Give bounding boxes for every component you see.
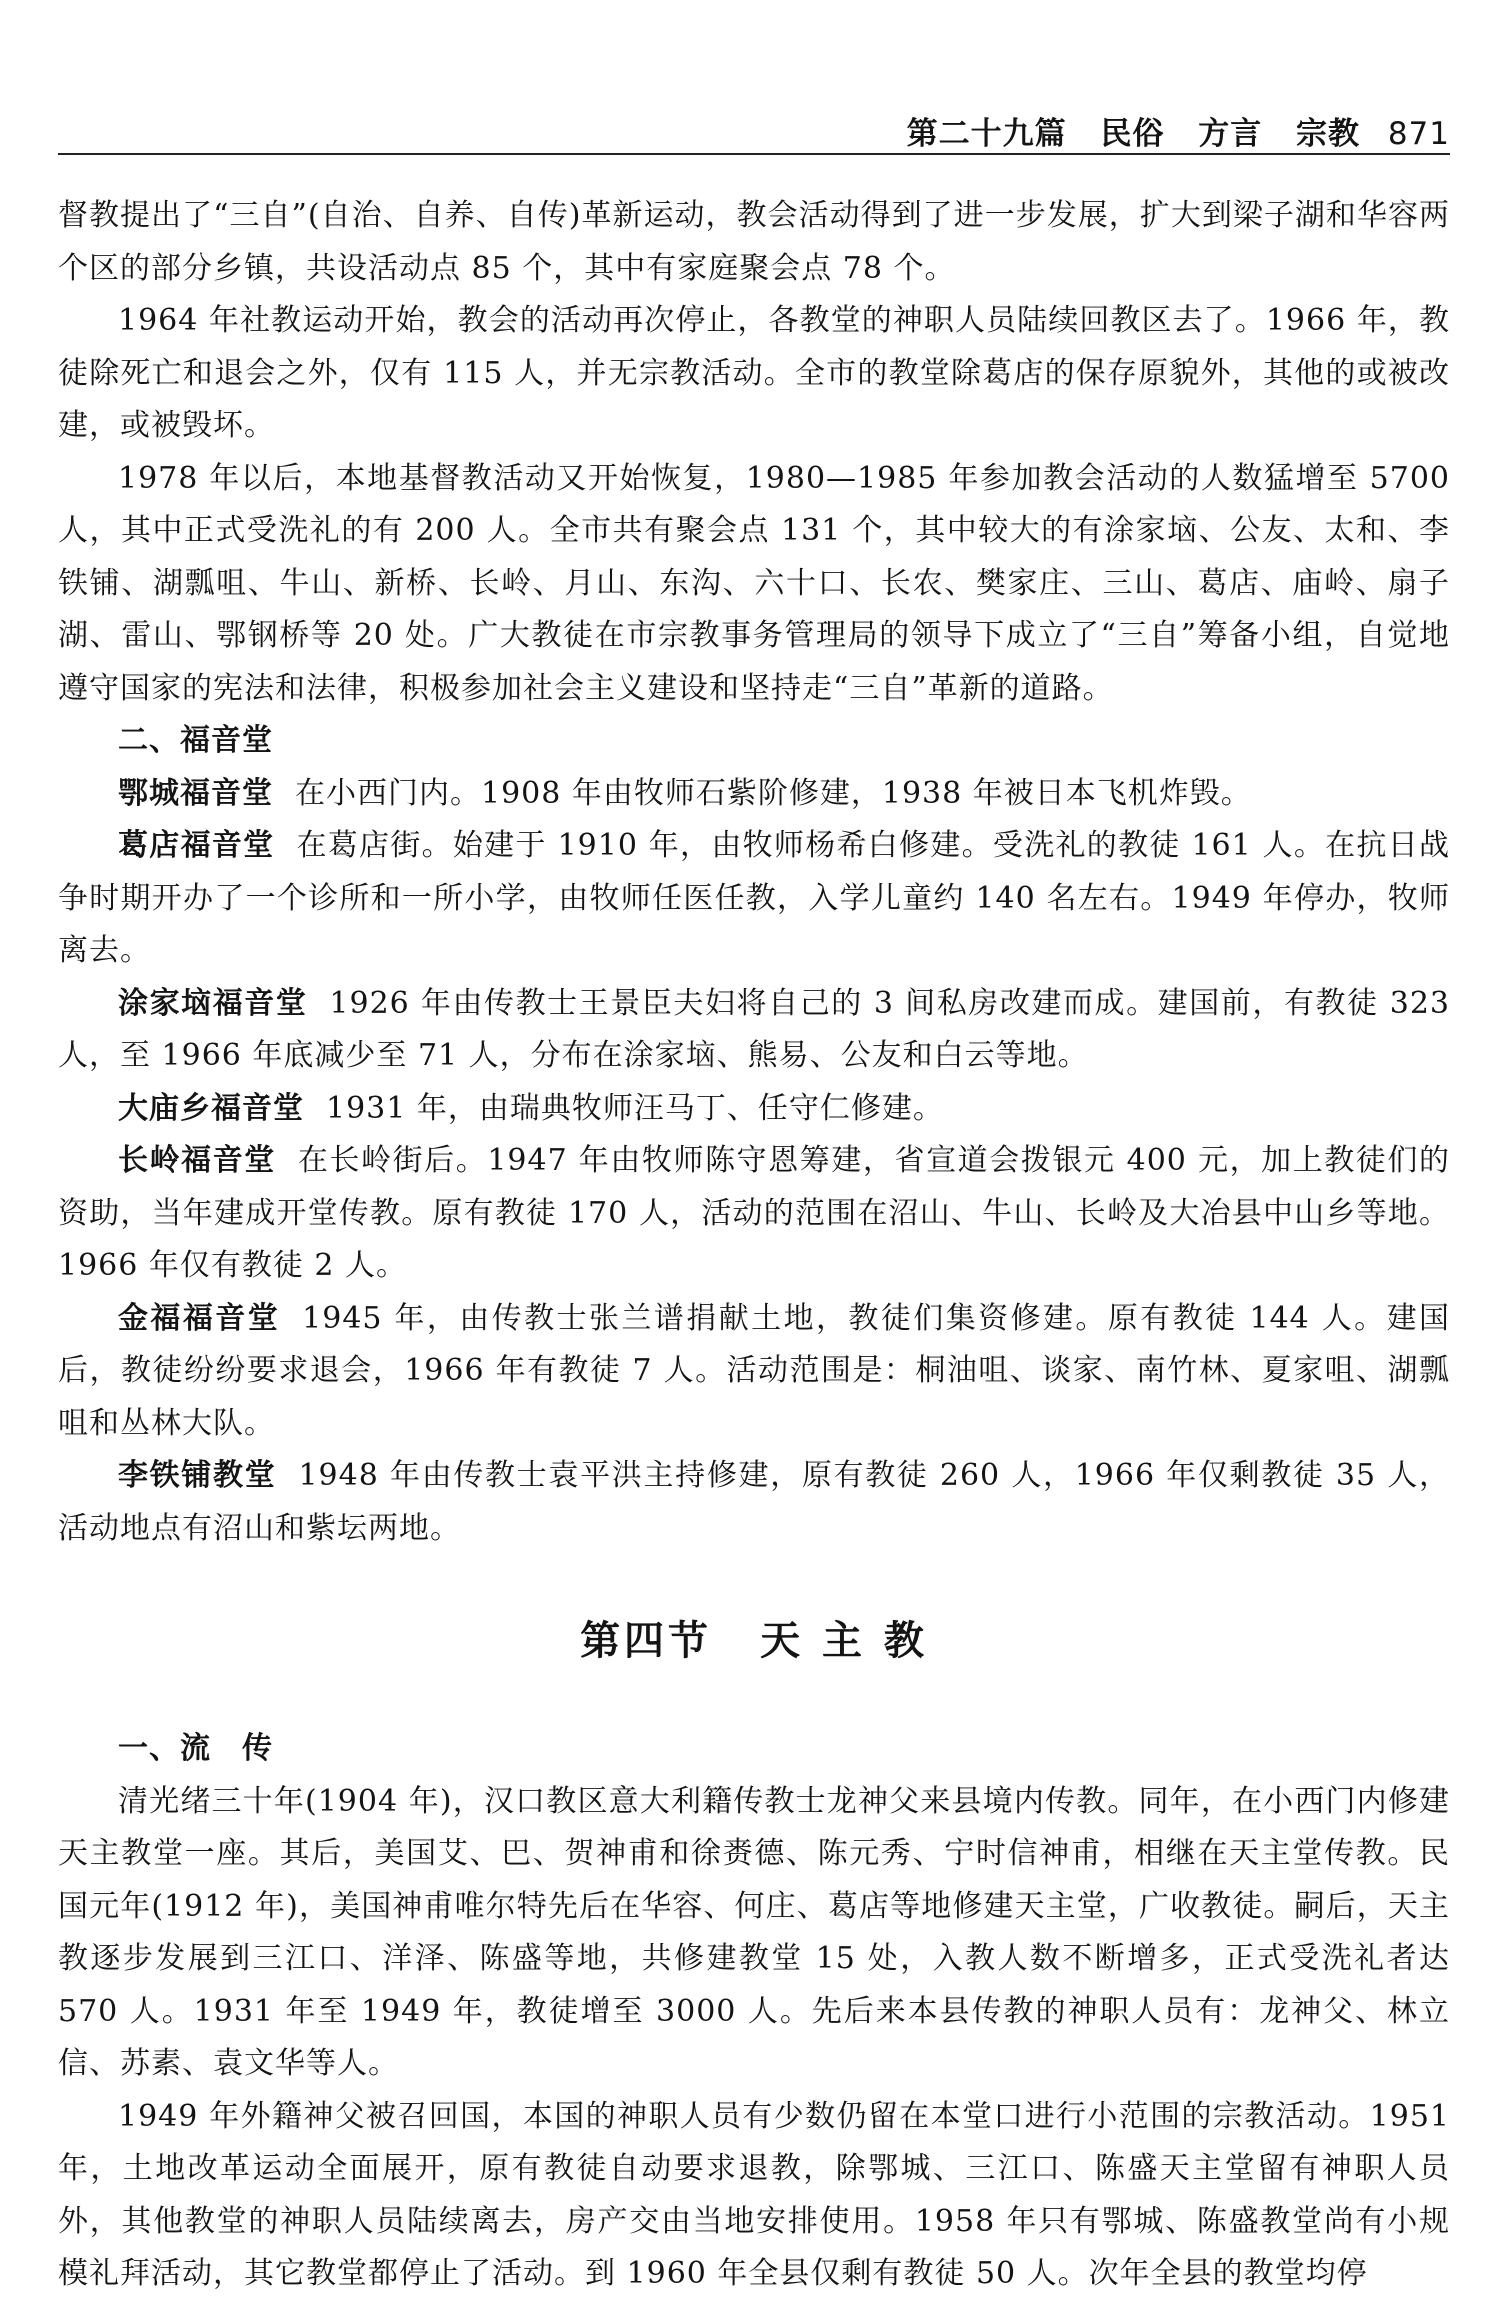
paragraph: 清光绪三十年(1904 年)，汉口教区意大利籍传教士龙神父来县境内传教。同年，在小西门内修建天主教堂一座。其后，美国艾、巴、贺神甫和徐赉德、陈元秀、宁时信神甫，相继在天主堂传教。民国元年(1912 年)，美国神甫唯尔特先后在华容、何庄、葛店等地修建天主堂，广收教徒。嗣后，天主教逐步发展到三江口、洋泽、陈盛等地，共修建教堂 15 处，入教人数不断增多，正式受洗礼者达 570 人。1931 年至 1949 年，教徒增至 3000 人。先后来本县传教的神职人员有：龙神父、林立信、苏素、袁文华等人。 (58, 1783, 1450, 2081)
church-entry (58, 1135, 1450, 1293)
church-name: 鄂城福音堂 (118, 775, 273, 811)
church-text: 在葛店街。始建于 1910 年，由牧师杨希白修建。受洗礼的教徒 161 人。在抗日战争时期开办了一个诊所和一所小学，由牧师任医任教，入学儿童约 140 名左右。1949 年停办，牧师离去。 (58, 828, 1450, 968)
church-text: 1926 年由传教士王景臣夫妇将自己的 3 间私房改建而成。建国前，有教徒 323 人，至 1966 年底减少至 71 人，分布在涂家垴、熊易、公友和白云等地。 (58, 985, 1451, 1073)
church-entry (58, 768, 1450, 821)
church-name: 长岭福音堂 (118, 1143, 276, 1178)
section-title (58, 1611, 1450, 1671)
body-text (58, 190, 1450, 2301)
chapter-title: 第二十九篇 (906, 116, 1067, 152)
header-rule (58, 153, 1450, 155)
church-name: 金福福音堂 (118, 1300, 281, 1336)
section-number: 第四节 (580, 1618, 713, 1664)
church-text: 1931 年，由瑞典牧师汪马丁、任守仁修建。 (326, 1090, 944, 1126)
paragraph: 1964 年社教运动开始，教会的活动再次停止，各教堂的神职人员陆续回教区去了。1966 年，教徒除死亡和退会之外，仅有 115 人，并无宗教活动。全市的教堂除葛店的保存原貌外，其他的或被改建，或被毁坏。 (58, 303, 1450, 443)
running-head (885, 108, 1450, 153)
church-text: 在小西门内。1908 年由牧师石紫阶修建，1938 年被日本飞机炸毁。 (295, 775, 1252, 811)
church-name: 涂家垴福音堂 (118, 985, 308, 1021)
church-entry (58, 1083, 1450, 1136)
church-text: 1948 年由传教士袁平洪主持修建，原有教徒 260 人，1966 年仅剩教徒 35 人，活动地点有沼山和紫坛两地。 (58, 1458, 1451, 1546)
paragraph-continued: 督教提出了“三自”(自治、自养、自传)革新运动，教会活动得到了进一步发展，扩大到梁子湖和华容两个区的部分乡镇，共设活动点 85 个，其中有家庭聚会点 78 个。 (58, 198, 1450, 286)
topic-religion: 宗教 (1296, 116, 1361, 152)
paragraph: 1978 年以后，本地基督教活动又开始恢复，1980—1985 年参加教会活动的人数猛增至 5700 人，其中正式受洗礼的有 200 人。全市共有聚会点 131 个，其中较大的有涂家垴、公友、太和、李铁铺、湖瓢咀、牛山、新桥、长岭、月山、东沟、六十口、长农、樊家庄、三山、葛店、庙岭、扇子湖、雷山、鄂钢桥等 20 处。广大教徒在市宗教事务管理局的领导下成立了“三自”筹备小组，自觉地遵守国家的宪法和法律，积极参加社会主义建设和坚持走“三自”革新的道路。 (58, 460, 1450, 706)
church-entry (58, 1293, 1450, 1451)
church-name: 李铁铺教堂 (118, 1458, 277, 1493)
church-entry (58, 820, 1450, 978)
section-name: 天 主 教 (760, 1618, 928, 1664)
topic-dialect: 方言 (1198, 116, 1263, 152)
subheading-gospel-halls: 二、福音堂 (118, 723, 273, 758)
church-text: 1945 年，由传教士张兰谱捐献土地，教徒们集资修建。原有教徒 144 人。建国后，教徒纷纷要求退会，1966 年有教徒 7 人。活动范围是：桐油咀、谈家、南竹林、夏家咀、湖瓢咀和丛林大队。 (58, 1300, 1451, 1441)
church-text: 在长岭街后。1947 年由牧师陈守恩筹建，省宣道会拨银元 400 元，加上教徒们的资助，当年建成开堂传教。原有教徒 170 人，活动的范围在沼山、牛山、长岭及大冶县中山乡等地。1966 年仅有教徒 2 人。 (58, 1143, 1451, 1283)
church-entry (58, 1450, 1450, 1555)
topic-folk-customs: 民俗 (1100, 116, 1165, 152)
church-name: 大庙乡福音堂 (118, 1090, 304, 1126)
church-entry (58, 978, 1450, 1083)
paragraph: 1949 年外籍神父被召回国，本国的神职人员有少数仍留在本堂口进行小范围的宗教活动。1951 年，土地改革运动全面展开，原有教徒自动要求退教，除鄂城、三江口、陈盛天主堂留有神职人员外，其他教堂的神职人员陆续离去，房产交由当地安排使用。1958 年只有鄂城、陈盛教堂尚有小规模礼拜活动，其它教堂都停止了活动。到 1960 年全县仅剩有教徒 50 人。次年全县的教堂均停 (58, 2098, 1450, 2291)
church-name: 葛店福音堂 (118, 828, 275, 863)
subheading-spread: 一、流 传 (118, 1731, 273, 1766)
page-number: 871 (1387, 116, 1450, 152)
